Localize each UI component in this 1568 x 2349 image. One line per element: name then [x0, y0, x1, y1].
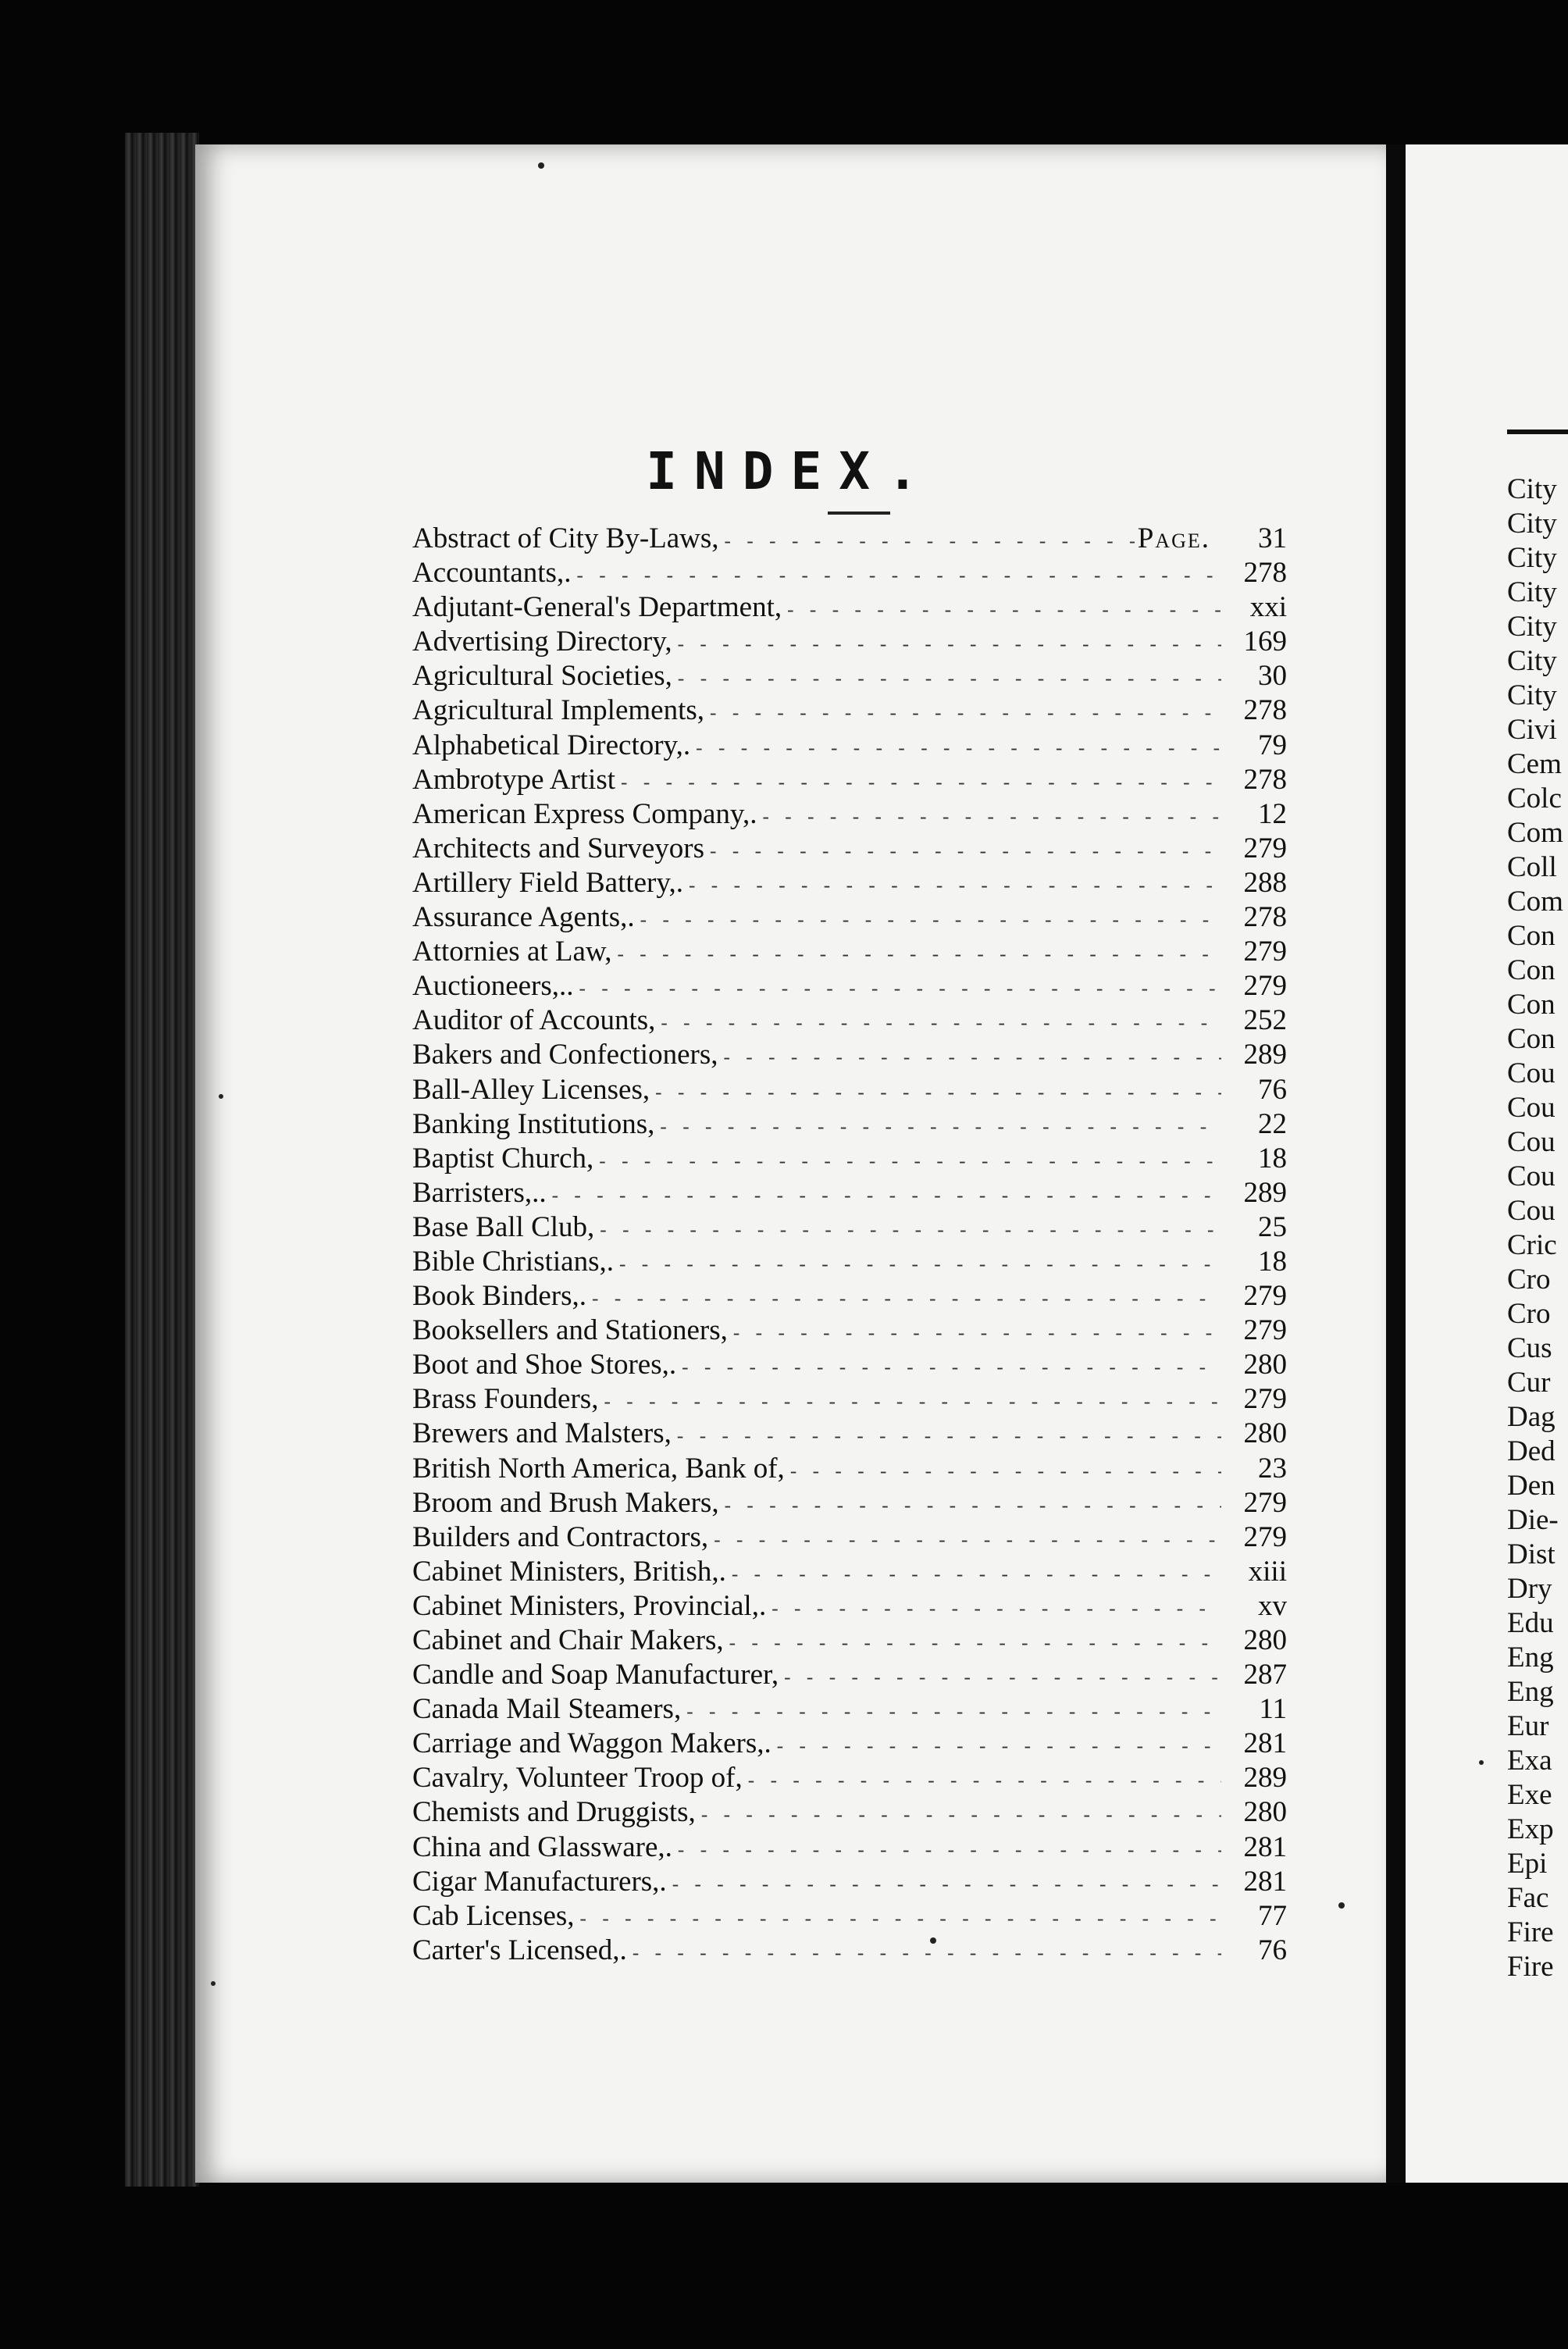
facing-page-entries [1507, 472, 1568, 1984]
facing-page-entry-fragment: Con [1507, 1023, 1556, 1055]
entry-name: Broom and Brush Makers, [412, 1486, 719, 1519]
facing-page-entry-fragment: Fire [1507, 1916, 1554, 1948]
dot-leader [578, 1910, 1221, 1931]
entry-page-number: 11 [1259, 1693, 1287, 1726]
dot-leader [775, 1738, 1221, 1759]
facing-page-entry-fragment: Dist [1507, 1538, 1556, 1570]
entry-name: Candle and Soap Manufacturer, [412, 1659, 779, 1691]
facing-page-entry-fragment: Cou [1507, 1092, 1556, 1124]
index-entry [412, 1761, 1287, 1795]
dot-leader [675, 1428, 1221, 1449]
facing-page-entry-fragment: Die- [1507, 1504, 1559, 1536]
title-underline [828, 512, 890, 515]
index-entry [412, 1245, 1287, 1279]
entry-name: American Express Company,. [412, 797, 757, 830]
index-entry [412, 832, 1287, 866]
index-entry [412, 1830, 1287, 1865]
entry-name: Barristers,.. [412, 1176, 547, 1209]
dot-leader [675, 636, 1221, 657]
index-entry [412, 1348, 1287, 1382]
entry-name: British North America, Bank of, [412, 1452, 785, 1485]
entry-page-number: 279 [1243, 970, 1287, 1003]
entry-page-number: 281 [1243, 1727, 1287, 1760]
entry-name: Ball-Alley Licenses, [412, 1073, 650, 1106]
dot-leader [679, 1359, 1221, 1380]
entry-page-number: 22 [1258, 1107, 1287, 1140]
facing-page-entry-fragment: Cus [1507, 1332, 1552, 1364]
index-entry [412, 1865, 1287, 1899]
dot-leader [707, 843, 1221, 864]
book-binding-edge [125, 133, 199, 2187]
entry-name: Ambrotype Artist [412, 763, 616, 796]
entry-name: Cigar Manufacturers,. [412, 1865, 667, 1898]
entry-page-number: 279 [1243, 832, 1287, 864]
facing-page-entry-fragment: City [1507, 645, 1557, 677]
entry-name: Bible Christians,. [412, 1245, 614, 1278]
entry-name: Alphabetical Directory,. [412, 729, 691, 761]
facing-page-entry-fragment: Con [1507, 920, 1556, 952]
facing-page-entry-fragment: Civi [1507, 714, 1557, 746]
entry-page-number: 23 [1258, 1452, 1287, 1485]
entry-name: Architects and Surveyors [412, 832, 705, 864]
entry-name: Adjutant-General's Department, [412, 591, 782, 624]
entry-name: Book Binders,. [412, 1280, 587, 1313]
page-gutter [1386, 144, 1406, 2183]
entry-page-number: 280 [1243, 1349, 1287, 1381]
entry-page-number: 18 [1258, 1245, 1287, 1278]
entry-name: Boot and Shoe Stores,. [412, 1349, 677, 1381]
index-entry [412, 1107, 1287, 1142]
facing-page-entry-fragment: Cur [1507, 1367, 1551, 1399]
entry-page-number: 31 [1258, 522, 1287, 554]
entry-page-number: 76 [1258, 1073, 1287, 1106]
entry-page-number: 279 [1243, 936, 1287, 968]
facing-page-entry-fragment: City [1507, 576, 1557, 608]
entry-name: Chemists and Druggists, [412, 1796, 696, 1829]
dot-leader [699, 1806, 1221, 1827]
index-entry [412, 556, 1287, 590]
entry-name: Auditor of Accounts, [412, 1004, 656, 1037]
facing-page-entry-fragment: Fire [1507, 1951, 1554, 1983]
entry-name: Carter's Licensed,. [412, 1934, 627, 1966]
facing-page-entry-fragment: City [1507, 508, 1557, 540]
entry-page-number: 77 [1258, 1899, 1287, 1932]
index-entry [412, 1934, 1287, 1968]
index-entry [412, 1314, 1287, 1348]
facing-page-entry-fragment: Eng [1507, 1641, 1554, 1674]
dot-leader [638, 911, 1221, 932]
entry-page-number: 280 [1243, 1796, 1287, 1829]
entry-name: Assurance Agents,. [412, 901, 635, 934]
entry-name: Booksellers and Stationers, [412, 1314, 728, 1347]
index-entry [412, 1658, 1287, 1692]
entry-name: Cabinet Ministers, Provincial,. [412, 1589, 767, 1622]
entry-name: Banking Institutions, [412, 1107, 655, 1140]
entry-name: Carriage and Waggon Makers,. [412, 1727, 772, 1760]
entry-page-number: 281 [1243, 1830, 1287, 1863]
page-column-label: Page. [1137, 522, 1210, 554]
dot-leader [785, 601, 1221, 622]
dot-leader [684, 1703, 1221, 1724]
entry-page-number: 281 [1243, 1865, 1287, 1898]
index-entry [412, 1210, 1287, 1245]
entry-name: Builders and Contractors, [412, 1520, 709, 1553]
facing-page-entry-fragment: Cem [1507, 748, 1562, 780]
facing-page-entry-fragment: Coll [1507, 851, 1557, 883]
facing-page-entry-fragment: Exe [1507, 1779, 1552, 1811]
entry-page-number: 289 [1243, 1039, 1287, 1071]
facing-page-entry-fragment: Cou [1507, 1057, 1556, 1089]
entry-name: Bakers and Confectioners, [412, 1039, 718, 1071]
index-entry [412, 1795, 1287, 1830]
dot-leader [601, 1393, 1221, 1414]
dot-leader [590, 1290, 1221, 1311]
entry-name: Attornies at Law, [412, 936, 612, 968]
entry-page-number: 289 [1243, 1762, 1287, 1795]
index-entry [412, 1279, 1287, 1314]
index-entry [412, 1520, 1287, 1555]
index-entry [412, 1692, 1287, 1727]
entry-name: Canada Mail Steamers, [412, 1693, 682, 1726]
facing-page-entry-fragment: City [1507, 542, 1557, 574]
index-entry [412, 935, 1287, 969]
entry-page-number: 278 [1243, 763, 1287, 796]
facing-page-entry-fragment: Colc [1507, 782, 1562, 814]
facing-page-entry-fragment: Dry [1507, 1573, 1552, 1605]
index-entry [412, 1382, 1287, 1417]
entry-name: Baptist Church, [412, 1142, 594, 1174]
dot-leader [693, 740, 1221, 761]
entry-page-number: 287 [1243, 1659, 1287, 1691]
entry-name: Base Ball Club, [412, 1210, 595, 1243]
index-entry [412, 900, 1287, 935]
dot-leader [618, 774, 1221, 795]
facing-page-entry-fragment: Cro [1507, 1264, 1551, 1296]
index-entry [412, 522, 1287, 556]
dot-leader [615, 946, 1222, 967]
dot-leader [597, 1153, 1221, 1174]
dot-leader [675, 1841, 1221, 1862]
dot-leader [675, 670, 1221, 691]
entry-page-number: 279 [1243, 1280, 1287, 1313]
entry-name: Cab Licenses, [412, 1899, 575, 1932]
entry-name: Brewers and Malsters, [412, 1417, 672, 1450]
dot-leader [722, 533, 1135, 554]
entry-page-number: 278 [1243, 557, 1287, 590]
facing-page-entry-fragment: Cou [1507, 1126, 1556, 1158]
dot-leader [617, 1256, 1221, 1277]
index-entry [412, 1899, 1287, 1934]
dot-leader [731, 1324, 1221, 1346]
facing-page-entry-fragment: Ded [1507, 1435, 1556, 1467]
index-entry [412, 1486, 1287, 1520]
entry-page-number: xxi [1249, 591, 1287, 624]
facing-page-entry-fragment: Eng [1507, 1676, 1554, 1708]
entry-page-number: 280 [1243, 1624, 1287, 1656]
facing-page-entry-fragment: Cou [1507, 1160, 1556, 1192]
index-entry [412, 797, 1287, 832]
dot-leader [597, 1221, 1221, 1242]
entry-page-number: 278 [1243, 694, 1287, 727]
entry-page-number: 279 [1243, 1486, 1287, 1519]
dot-leader [788, 1463, 1221, 1484]
dot-leader [550, 1187, 1221, 1208]
index-entry [412, 1038, 1287, 1072]
index-entry [412, 1003, 1287, 1038]
index-entry [412, 1727, 1287, 1761]
dot-leader [722, 1497, 1221, 1518]
facing-page-entry-fragment: Exa [1507, 1745, 1552, 1777]
entry-name: Brass Founders, [412, 1383, 599, 1416]
index-entry [412, 729, 1287, 763]
facing-page-entry-fragment: City [1507, 611, 1557, 643]
entry-page-number: 169 [1243, 626, 1287, 658]
index-entry [412, 693, 1287, 728]
entry-name: Agricultural Societies, [412, 660, 672, 693]
dot-leader [769, 1600, 1221, 1621]
entry-page-number: xiii [1248, 1555, 1287, 1588]
index-entry [412, 1589, 1287, 1624]
entry-name: Accountants,. [412, 557, 572, 590]
facing-page-entry-fragment: City [1507, 473, 1557, 505]
entry-name: Abstract of City By-Laws, [412, 522, 719, 554]
entry-name: Advertising Directory, [412, 626, 672, 658]
entry-page-number: 280 [1243, 1417, 1287, 1450]
dot-leader [711, 1531, 1221, 1552]
facing-page-entry-fragment: Cric [1507, 1229, 1557, 1261]
entry-page-number: 279 [1243, 1314, 1287, 1347]
entry-page-number: 12 [1258, 797, 1287, 830]
dot-leader [574, 567, 1221, 588]
facing-page-entry-fragment: Dag [1507, 1401, 1556, 1433]
dot-leader [727, 1634, 1221, 1656]
entry-name: China and Glassware,. [412, 1830, 672, 1863]
entry-page-number: 288 [1243, 866, 1287, 899]
facing-page-entry-fragment: Cro [1507, 1298, 1551, 1330]
entry-name: Agricultural Implements, [412, 694, 705, 727]
dot-leader [630, 1944, 1221, 1966]
entry-name: Cavalry, Volunteer Troop of, [412, 1762, 743, 1795]
entry-name: Cabinet Ministers, British,. [412, 1555, 726, 1588]
entry-page-number: 25 [1258, 1210, 1287, 1243]
dot-leader [658, 1014, 1221, 1035]
index-entry [412, 590, 1287, 625]
dot-leader [653, 1084, 1221, 1105]
facing-page-entry-fragment: Con [1507, 954, 1556, 986]
dot-leader [761, 808, 1222, 829]
index-entry [412, 1073, 1287, 1107]
dot-leader [729, 1566, 1221, 1587]
entry-page-number: 18 [1258, 1142, 1287, 1174]
dot-leader [670, 1876, 1221, 1897]
dot-leader [721, 1049, 1221, 1070]
dot-leader [746, 1772, 1221, 1793]
entry-page-number: 289 [1243, 1176, 1287, 1209]
entry-page-number: 30 [1258, 660, 1287, 693]
facing-page-entry-fragment: Fac [1507, 1882, 1549, 1914]
index-entry [412, 1555, 1287, 1589]
facing-page-entry-fragment: City [1507, 679, 1557, 711]
facing-page-entry-fragment: Cou [1507, 1195, 1556, 1227]
entry-page-number: 76 [1258, 1934, 1287, 1966]
facing-page-entry-fragment: Eur [1507, 1710, 1549, 1742]
index-entry [412, 1176, 1287, 1210]
entry-name: Cabinet and Chair Makers, [412, 1624, 724, 1656]
facing-page-entry-fragment: Com [1507, 817, 1563, 849]
dot-leader [782, 1669, 1221, 1690]
entry-page-number: 252 [1243, 1004, 1287, 1037]
facing-page-entry-fragment: Com [1507, 886, 1563, 918]
index-entry [412, 866, 1287, 900]
dot-leader [657, 1118, 1221, 1139]
dot-leader [577, 980, 1221, 1001]
facing-page-entry-fragment: Epi [1507, 1848, 1548, 1880]
index-entry [412, 625, 1287, 659]
index-entry [412, 1142, 1287, 1176]
entry-page-number: 79 [1258, 729, 1287, 761]
entry-page-number: 279 [1243, 1383, 1287, 1416]
facing-page-entry-fragment: Edu [1507, 1607, 1554, 1639]
index-entry [412, 659, 1287, 693]
entry-name: Auctioneers,.. [412, 970, 574, 1003]
facing-page-entry-fragment: Con [1507, 989, 1556, 1021]
entry-name: Artillery Field Battery,. [412, 866, 683, 899]
page-title: INDEX. [646, 441, 935, 501]
facing-page-rule [1507, 430, 1568, 434]
index-entry [412, 1417, 1287, 1451]
entry-page-number: 278 [1243, 901, 1287, 934]
facing-page-entry-fragment: Exp [1507, 1813, 1554, 1845]
index-entry [412, 763, 1287, 797]
dot-leader [686, 877, 1221, 898]
facing-page [1406, 144, 1568, 2183]
entry-page-number: xv [1258, 1589, 1287, 1622]
index-entry [412, 1624, 1287, 1658]
index-list [412, 522, 1287, 1968]
index-entry [412, 969, 1287, 1003]
facing-page-entry-fragment: Den [1507, 1470, 1556, 1502]
entry-page-number: 279 [1243, 1520, 1287, 1553]
index-entry [412, 1452, 1287, 1486]
dot-leader [707, 704, 1221, 725]
